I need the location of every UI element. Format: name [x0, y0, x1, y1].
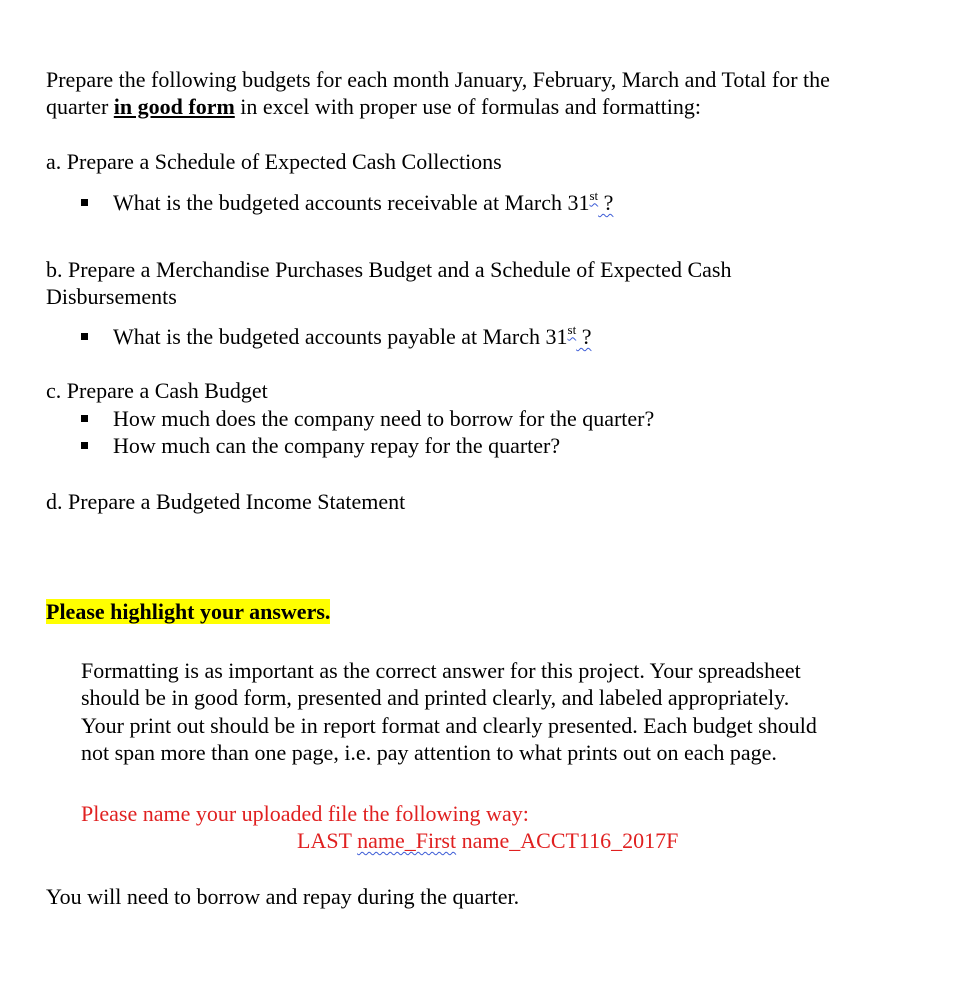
intro-line-2-pre: quarter [46, 94, 114, 119]
highlight-notice-text: Please highlight your answers. [46, 599, 331, 624]
closing-note: You will need to borrow and repay during the quarter. [46, 884, 520, 909]
section-b-question [81, 323, 591, 350]
bullet-icon [81, 415, 88, 422]
section-c-question-2-text: How much can the company repay for the quarter? [113, 433, 561, 458]
formatting-line-1: Formatting is as important as the correct answer for this project. Your spreadsheet [81, 658, 801, 683]
formatting-line-3: Your print out should be in report format and clearly presented. Each budget should [81, 713, 817, 738]
section-a-question [81, 189, 613, 216]
file-naming-post: name_ACCT116_2017F [456, 828, 679, 853]
section-d-heading: d. Prepare a Budgeted Income Statement [46, 489, 406, 514]
file-naming-instruction: Please name your uploaded file the following way: [81, 801, 529, 826]
section-a-heading: a. Prepare a Schedule of Expected Cash Collections [46, 149, 502, 174]
section-c-heading: c. Prepare a Cash Budget [46, 378, 268, 403]
section-a-question-sup: st [589, 187, 599, 203]
in-good-form-emphasis: in good form [113, 94, 235, 119]
section-c-question-2 [81, 432, 560, 459]
section-a-question-end: ? [598, 190, 614, 215]
bullet-icon [81, 442, 88, 449]
formatting-line-4: not span more than one page, i.e. pay attention to what prints out on each page. [81, 740, 777, 765]
highlight-notice [46, 598, 330, 625]
formatting-line-2: should be in good form, presented and printed clearly, and labeled appropriately. [81, 685, 790, 710]
section-b-heading-line-2: Disbursements [46, 284, 177, 309]
section-c-question-1-text: How much does the company need to borrow for the quarter? [113, 406, 655, 431]
section-b-question-end: ? [576, 324, 592, 349]
bullet-icon [81, 333, 88, 340]
file-naming-underlined: name_First [357, 828, 457, 853]
section-c-question-1 [81, 405, 654, 432]
intro-line-1: Prepare the following budgets for each month January, February, March and Total for the [46, 67, 830, 92]
section-b-heading-line-1: b. Prepare a Merchandise Purchases Budget and a Schedule of Expected Cash [46, 257, 732, 282]
file-naming-pre: LAST [297, 828, 358, 853]
intro-line-2 [46, 93, 701, 120]
intro-line-2-post: in excel with proper use of formulas and formatting: [234, 94, 701, 119]
section-a-question-text: What is the budgeted accounts receivable at March 31 [113, 190, 590, 215]
section-b-question-text: What is the budgeted accounts payable at March 31 [113, 324, 568, 349]
bullet-icon [81, 199, 88, 206]
file-naming-format [297, 827, 678, 854]
section-b-question-sup: st [567, 321, 577, 337]
